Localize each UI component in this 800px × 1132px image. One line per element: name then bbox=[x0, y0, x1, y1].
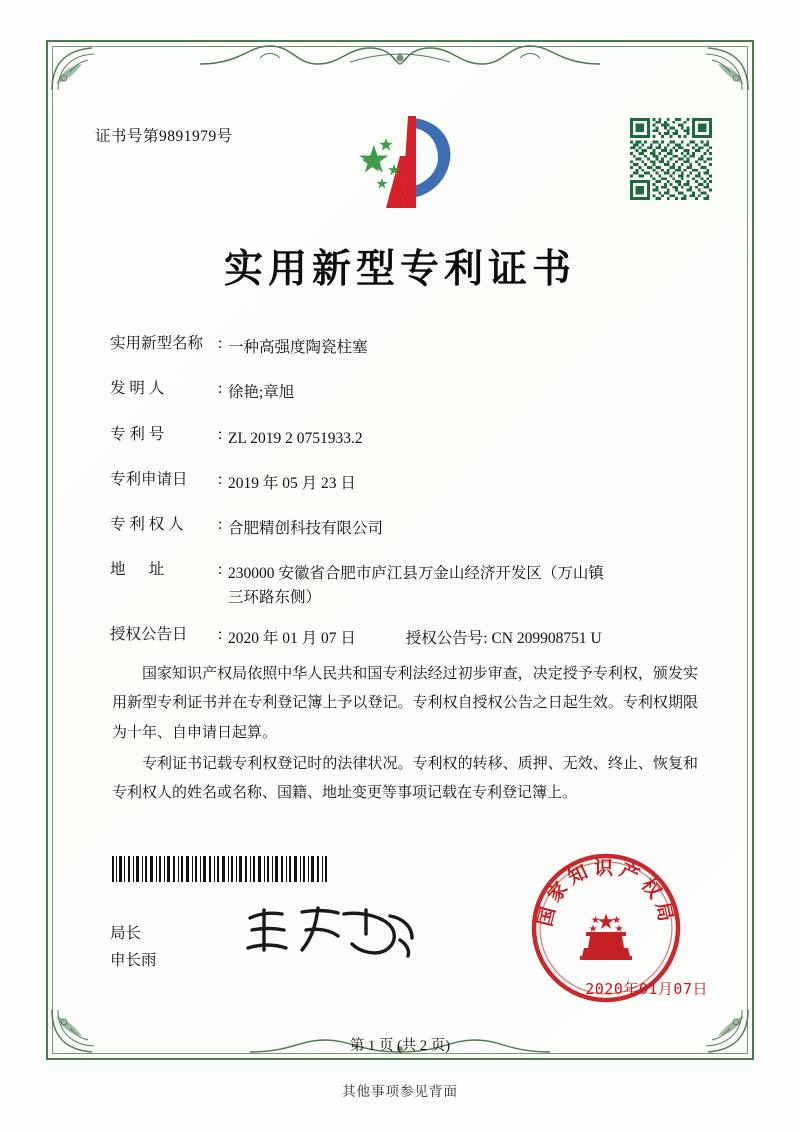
paragraph-1: 国家知识产权局依照中华人民共和国专利法经过初步审查，决定授予专利权，颁发实用新型专利证书并在专利登记簿上予以登记。专利权自授权公告之日起生效。专利权期限为十年、自申请日起算。 bbox=[112, 666, 698, 741]
field-value: 一种高强度陶瓷柱塞 bbox=[228, 339, 368, 356]
field-value bbox=[228, 562, 710, 609]
page-title: 实用新型专利证书 bbox=[223, 246, 576, 292]
field-value bbox=[228, 627, 710, 650]
field-colon: : bbox=[218, 561, 223, 579]
grant-number-label: 授权公告号 bbox=[405, 629, 484, 647]
grant-number-value: CN 209908751 U bbox=[491, 629, 602, 647]
signature-block bbox=[110, 920, 157, 974]
field-row-invention-name bbox=[110, 336, 710, 359]
field-label: 地 址 bbox=[110, 561, 165, 579]
top-scroll-ornament-icon bbox=[200, 38, 600, 82]
field-row-inventor bbox=[110, 381, 710, 404]
address-line-2: 三环路东侧） bbox=[228, 588, 322, 606]
certificate-number: 证书号第9891979号 bbox=[95, 128, 233, 145]
field-value: ZL 2019 2 0751933.2 bbox=[228, 429, 363, 447]
field-value: 合肥精创科技有限公司 bbox=[228, 520, 384, 537]
field-list bbox=[110, 336, 710, 670]
barcode bbox=[110, 856, 328, 882]
field-label: 专 利 号 bbox=[110, 425, 165, 443]
field-label: 专利申请日 bbox=[110, 470, 188, 488]
field-row-patent-number bbox=[110, 427, 710, 450]
signature-name: 申长雨 bbox=[110, 952, 157, 970]
page-number: 第 1 页 (共 2 页) bbox=[349, 1038, 451, 1054]
grant-date-value: 2020 年 01 月 07 日 bbox=[228, 629, 356, 647]
field-row-application-date bbox=[110, 472, 710, 495]
field-value: 2019 年 05 月 23 日 bbox=[228, 474, 356, 492]
field-value: 徐艳;章旭 bbox=[228, 384, 295, 402]
field-row-address bbox=[110, 562, 710, 609]
field-label: 专 利 权 人 bbox=[110, 516, 184, 533]
field-colon: : bbox=[218, 335, 223, 352]
field-colon: : bbox=[218, 625, 223, 643]
qr-code bbox=[630, 118, 712, 200]
corner-ornament-icon bbox=[48, 42, 110, 94]
signature-role: 局长 bbox=[110, 925, 142, 942]
field-row-grant-announcement bbox=[110, 627, 710, 650]
address-line-1: 230000 安徽省合肥市庐江县万金山经济开发区（万山镇 bbox=[228, 565, 604, 583]
field-colon: : bbox=[218, 470, 223, 488]
field-colon: : bbox=[218, 380, 223, 398]
seal-date: 2020年01月07日 bbox=[585, 980, 708, 998]
svg-text:国家知识产权局: 国家知识产权局 bbox=[534, 857, 678, 929]
field-label: 授权公告日 bbox=[110, 625, 188, 643]
paragraph-2: 专利证书记载专利权登记时的法律状况。专利权的转移、质押、无效、终止、恢复和专利权人的姓名或名称、国籍、地址变更等事项记载在专利登记簿上。 bbox=[112, 755, 698, 801]
cnipa-logo-icon bbox=[352, 112, 460, 212]
field-row-patentee bbox=[110, 517, 710, 540]
corner-ornament-icon bbox=[690, 42, 752, 94]
field-colon: : bbox=[218, 425, 223, 443]
handwritten-signature-icon bbox=[240, 900, 420, 962]
field-colon: : bbox=[218, 516, 223, 533]
footnote: 其他事项参见背面 bbox=[342, 1084, 458, 1099]
grant-number-colon: : bbox=[483, 629, 492, 647]
field-label: 发 明 人 bbox=[110, 380, 165, 398]
field-label: 实用新型名称 bbox=[110, 335, 204, 352]
legal-text bbox=[112, 660, 698, 810]
